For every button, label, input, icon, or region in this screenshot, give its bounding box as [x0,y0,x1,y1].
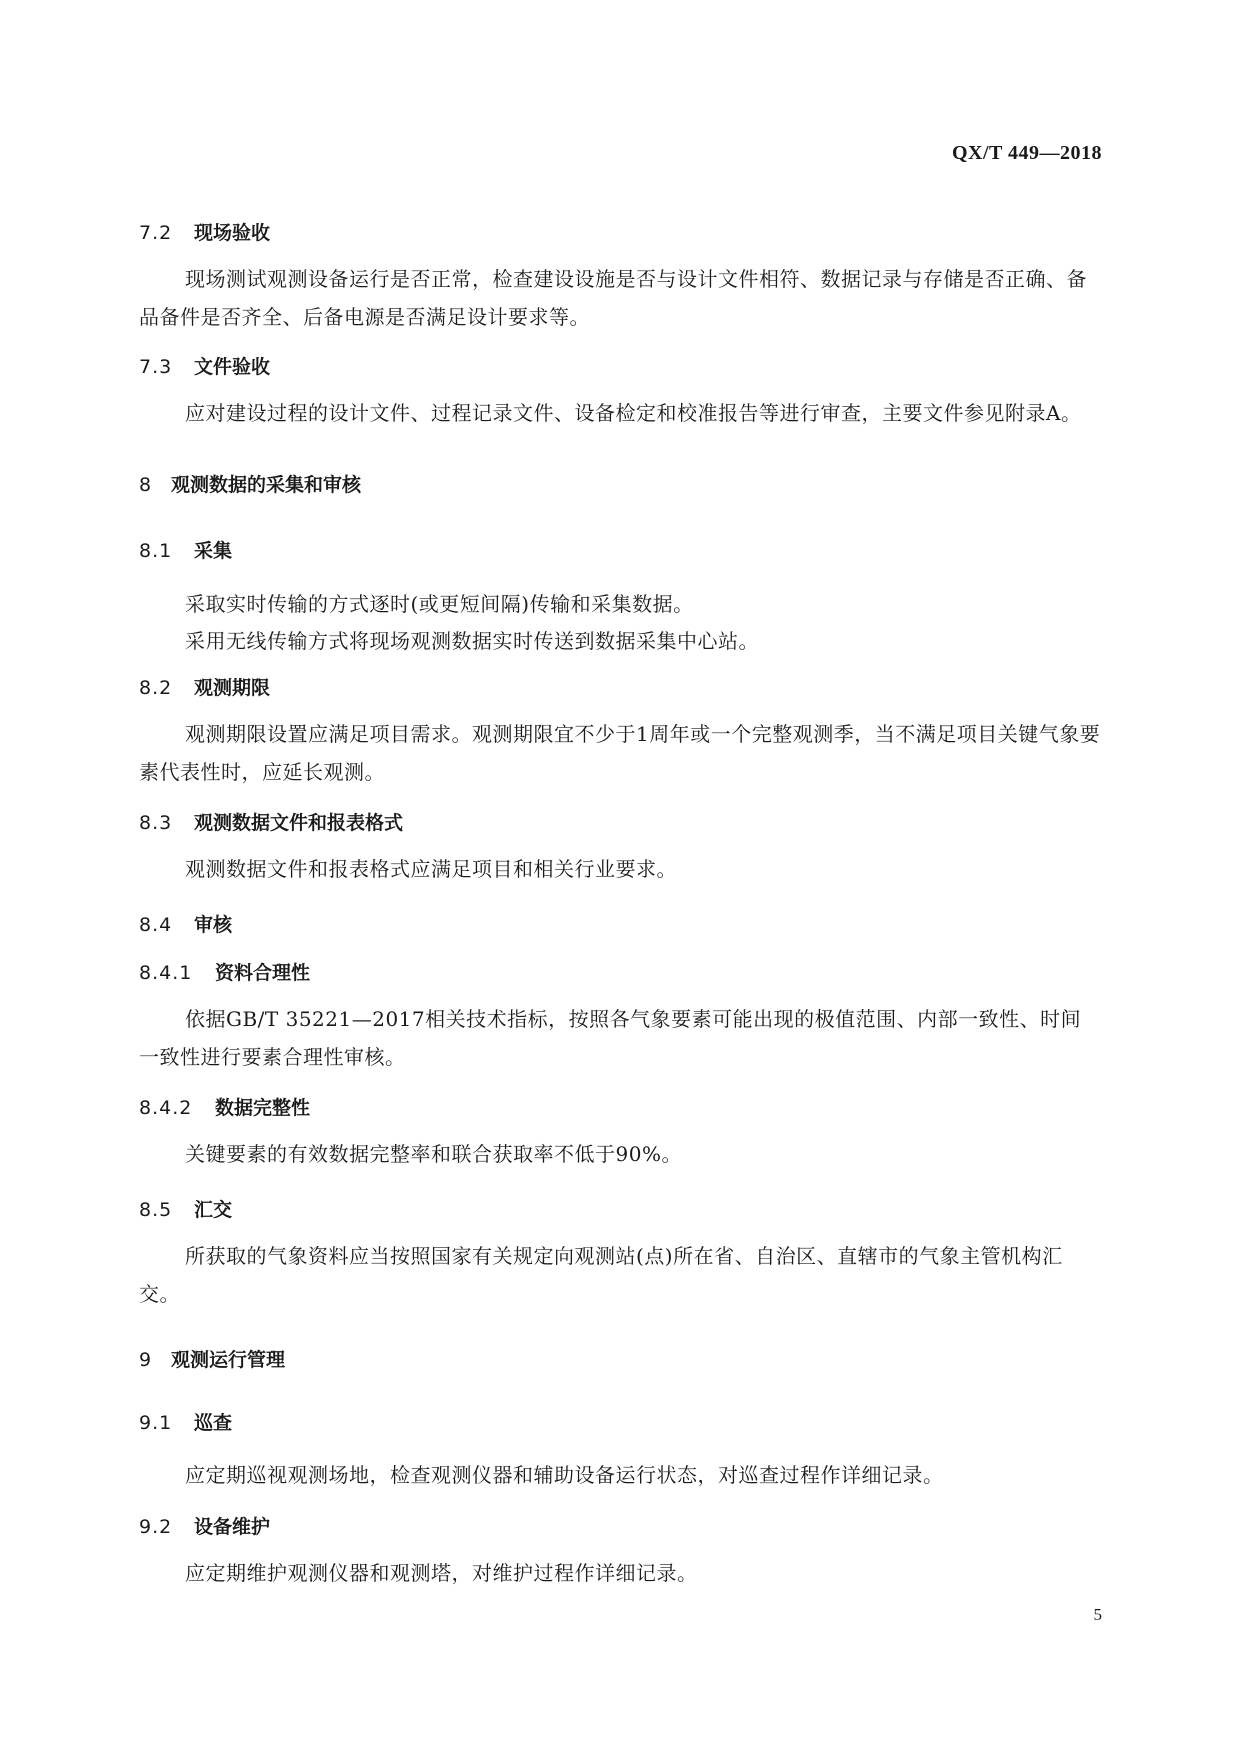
heading-number: 7.2 [139,222,173,244]
heading-8-1 [139,536,232,563]
heading-number: 8.4.2 [139,1097,193,1119]
heading-title: 汇交 [194,1199,233,1221]
heading-title: 数据完整性 [215,1097,311,1119]
heading-8-2 [139,673,270,700]
heading-8-5 [139,1195,232,1222]
heading-7-3 [139,352,270,379]
heading-9-1 [139,1408,232,1435]
heading-8-3 [139,808,403,835]
heading-8-4-1 [139,958,310,985]
paragraph-7-2: 现场测试观测设备运行是否正常，检查建设设施是否与设计文件相符、数据记录与存储是否正确、备品备件是否齐全、后备电源是否满足设计要求等。 [139,267,1087,329]
heading-number: 8.1 [139,540,173,562]
heading-9 [139,1345,285,1372]
paragraph-8-4-1: 依据GB/T 35221—2017相关技术指标，按照各气象要素可能出现的极值范围、内部一致性、时间一致性进行要素合理性审核。 [139,1007,1082,1069]
paragraph-8-4-2: 关键要素的有效数据完整率和联合获取率不低于90%。 [185,1142,682,1166]
heading-9-2 [139,1512,270,1539]
paragraph-8-5: 所获取的气象资料应当按照国家有关规定向观测站(点)所在省、自治区、直辖市的气象主管机构汇交。 [139,1244,1063,1306]
heading-title: 观测数据的采集和审核 [171,474,362,496]
heading-title: 资料合理性 [215,962,311,984]
heading-title: 观测运行管理 [171,1349,286,1371]
paragraph-8-1-line-2: 采用无线传输方式将现场观测数据实时传送到数据采集中心站。 [185,629,759,653]
heading-number: 9.2 [139,1516,173,1538]
paragraph-9-2: 应定期维护观测仪器和观测塔，对维护过程作详细记录。 [185,1561,698,1585]
heading-title: 审核 [194,914,233,936]
heading-title: 巡查 [194,1412,233,1434]
heading-8-4 [139,910,232,937]
heading-number: 9 [139,1349,153,1371]
paragraph-7-3: 应对建设过程的设计文件、过程记录文件、设备检定和校准报告等进行审查，主要文件参见附录A。 [185,401,1082,425]
heading-title: 现场验收 [194,222,271,244]
heading-number: 8.3 [139,812,173,834]
heading-title: 采集 [194,540,233,562]
standard-code: QX/T 449—2018 [951,142,1102,164]
heading-number: 8.5 [139,1199,173,1221]
heading-number: 8.4 [139,914,173,936]
heading-title: 观测数据文件和报表格式 [194,812,404,834]
heading-number: 7.3 [139,356,173,378]
heading-number: 9.1 [139,1412,173,1434]
paragraph-8-1-line-1: 采取实时传输的方式逐时(或更短间隔)传输和采集数据。 [185,592,694,616]
heading-8 [139,470,361,497]
heading-number: 8.2 [139,677,173,699]
paragraph-8-2: 观测期限设置应满足项目需求。观测期限宜不少于1周年或一个完整观测季，当不满足项目关键气象要素代表性时，应延长观测。 [139,722,1101,784]
heading-number: 8.4.1 [139,962,193,984]
heading-number: 8 [139,474,153,496]
heading-7-2 [139,218,270,245]
heading-title: 文件验收 [194,356,271,378]
heading-title: 设备维护 [194,1516,271,1538]
paragraph-9-1: 应定期巡视观测场地，检查观测仪器和辅助设备运行状态，对巡查过程作详细记录。 [185,1463,944,1487]
heading-title: 观测期限 [194,677,271,699]
paragraph-8-3: 观测数据文件和报表格式应满足项目和相关行业要求。 [185,857,677,881]
heading-8-4-2 [139,1093,310,1120]
page-number: 5 [1093,1605,1102,1624]
